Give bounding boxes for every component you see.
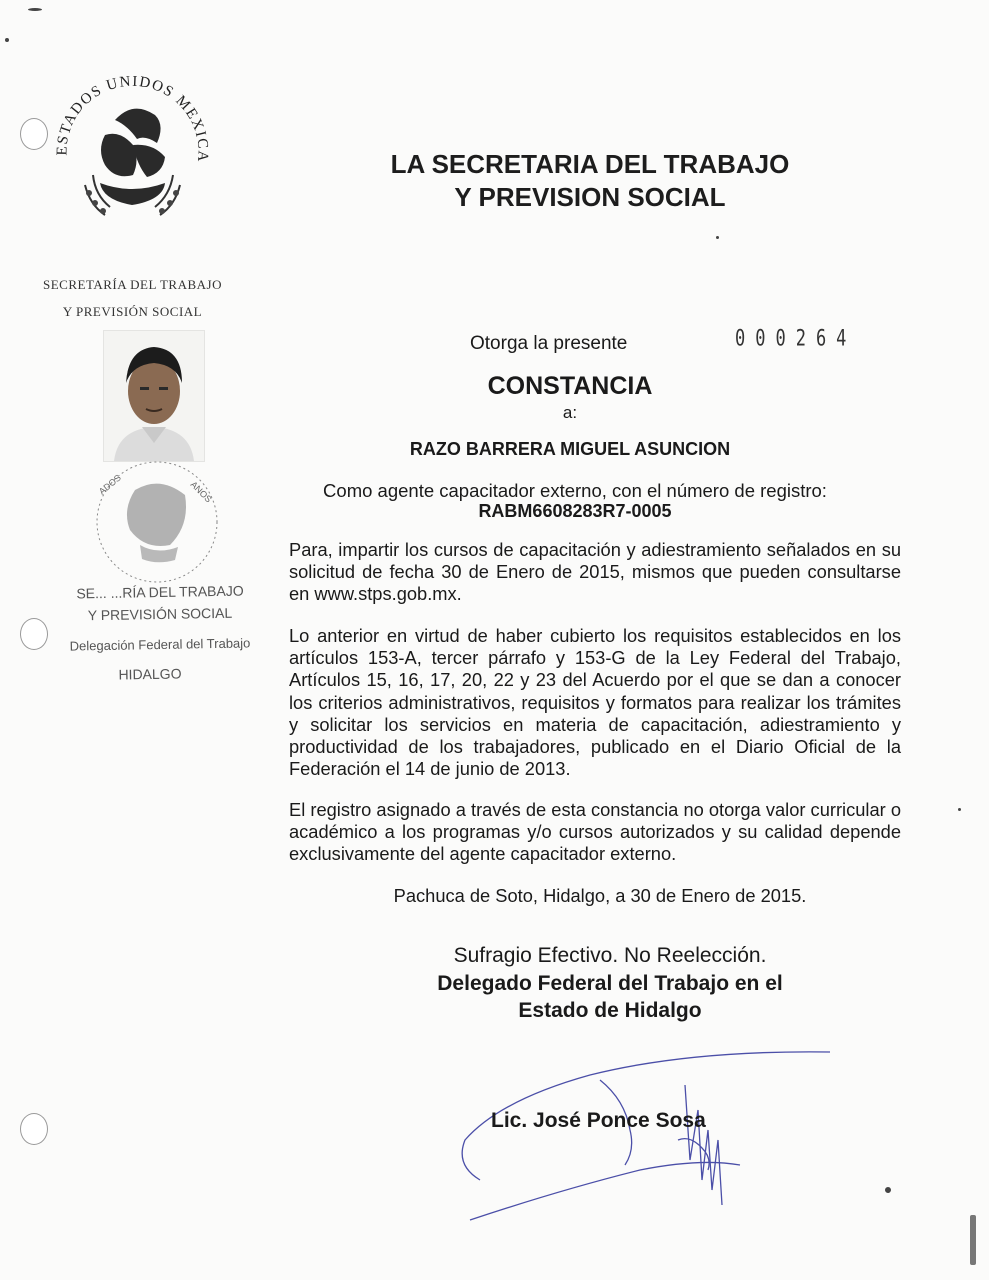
seal-text: ESTADOS UNIDOS MEXICA <box>54 73 211 164</box>
paragraph-purpose-text: Para, impartir los cursos de capacitación y adiestramiento señalados en su solicitud de fecha 30 de Enero de 2015, mismos que pueden consultarse en www.stps.gob.mx. <box>289 539 901 605</box>
agency-name-line2: Y PREVISIÓN SOCIAL <box>62 304 203 319</box>
delegado-line1: Delegado Federal del Trabajo en el <box>437 972 783 995</box>
constancia-heading: CONSTANCIA <box>487 372 653 400</box>
folio-number: 000264 <box>735 326 857 352</box>
scan-speck <box>970 1215 976 1265</box>
agency-name-line1: SECRETARÍA DEL TRABAJO <box>43 277 222 292</box>
scan-speck <box>28 8 42 11</box>
national-seal <box>45 65 220 240</box>
svg-text:ADOS: ADOS <box>96 472 123 497</box>
stamp-line2: Y PREVISIÓN SOCIAL <box>87 604 233 624</box>
scan-speck <box>716 236 719 239</box>
handwritten-signature <box>440 1040 860 1240</box>
recipient-name: RAZO BARRERA MIGUEL ASUNCION <box>409 439 731 459</box>
paragraph-disclaimer <box>289 799 901 866</box>
stamp-line1: SE... ...RÍA DEL TRABAJO <box>76 582 244 602</box>
paragraph-legal-basis <box>289 625 901 780</box>
title-line2: Y PREVISION SOCIAL <box>454 182 726 212</box>
paragraph-legal-basis-text: Lo anterior en virtud de haber cubierto los requisitos establecidos en los artículos 153-A, tercer párrafo y 153-G de la Ley Federal del Trabajo, Artículos 15, 16, 17, 20, 22 y 23 del Acuerdo por el que se dan a conocer los criterios administrativos, requisitos y formatos para realizar los trámites y solicitar los servicios en materia de capacitación, adiestramiento y productividad de los trabajadores, publicado en el Diario Oficial de la Federación el 14 de junio de 2013. <box>289 625 901 780</box>
svg-text:ANOS: ANOS <box>188 479 214 505</box>
title-line1: LA SECRETARIA DEL TRABAJO <box>390 149 790 179</box>
scan-speck <box>885 1187 891 1193</box>
stamp-line3: Delegación Federal del Trabajo <box>69 635 251 654</box>
place-date: Pachuca de Soto, Hidalgo, a 30 de Enero de 2015. <box>393 885 807 906</box>
paragraph-purpose <box>289 539 901 606</box>
delegado-line2: Estado de Hidalgo <box>518 999 702 1022</box>
paragraph-disclaimer-text: El registro asignado a través de esta constancia no otorga valor curricular o académico a los programas y/o cursos autorizados y su calidad depende exclusivamente del agente capacitador externo. <box>289 799 901 865</box>
signer-name: Lic. José Ponce Sosa <box>491 1109 706 1132</box>
registration-number: RABM6608283R7-0005 <box>478 501 672 521</box>
a-label: a: <box>562 403 578 422</box>
holder-photo <box>103 330 205 462</box>
scan-speck <box>958 808 961 811</box>
stamp-line4: HIDALGO <box>118 665 182 683</box>
agent-text: Como agente capacitador externo, con el número de registro: <box>323 480 827 501</box>
binder-hole-top <box>20 118 48 150</box>
otorga-label: Otorga la presente <box>470 333 628 354</box>
sufragio-motto: Sufragio Efectivo. No Reelección. <box>453 944 767 967</box>
scan-speck <box>5 38 9 42</box>
official-stamp-seal <box>90 455 225 590</box>
binder-hole-bottom <box>20 1113 48 1145</box>
